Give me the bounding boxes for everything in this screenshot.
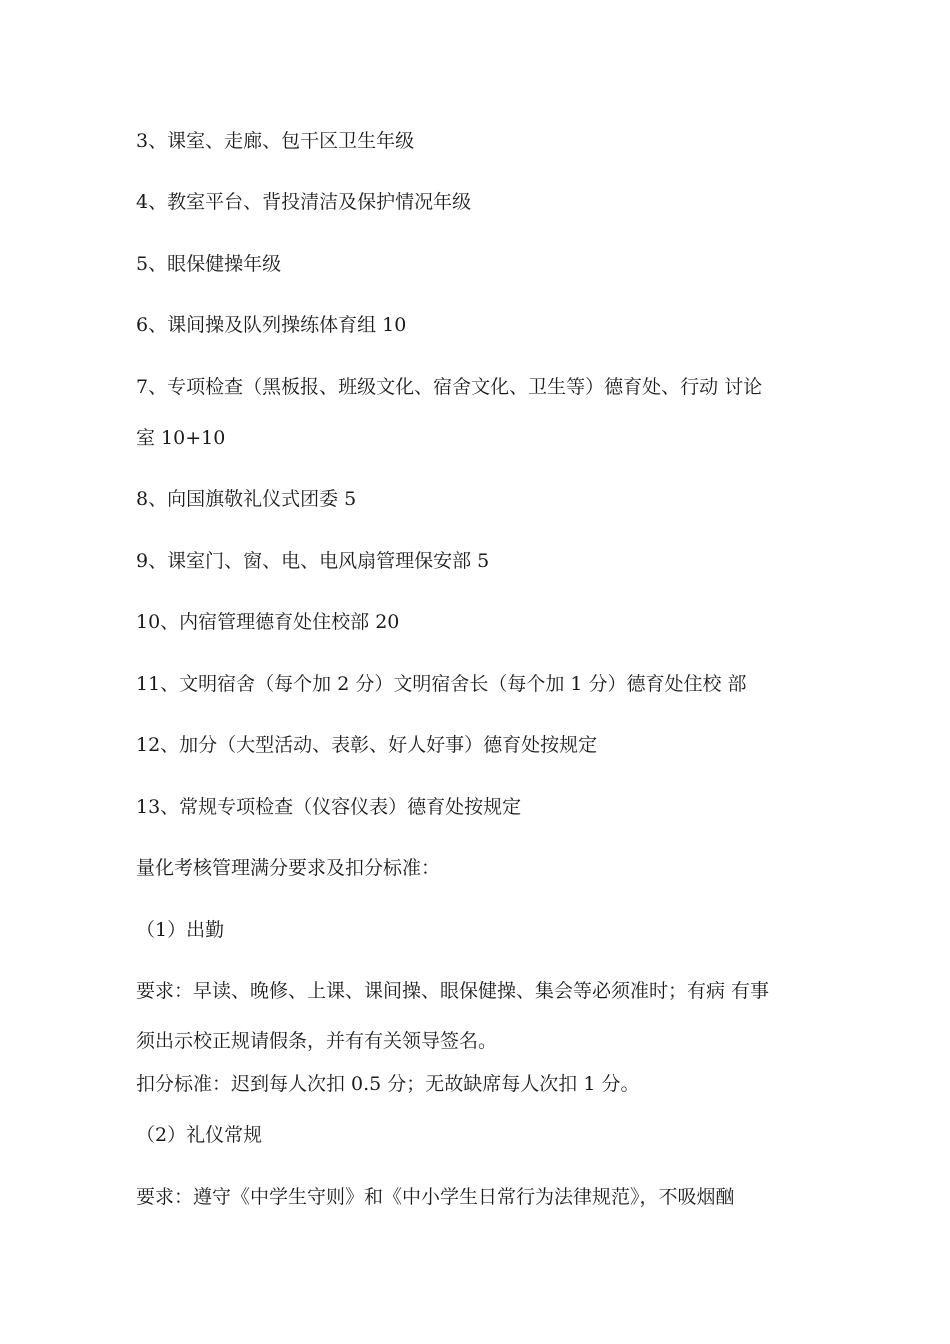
attendance-requirement-continued: 须出示校正规请假条，并有有关领导签名。 (136, 1030, 498, 1052)
attendance-requirement: 要求：早读、晚修、上课、课间操、眼保健操、集会等必须准时；有病 有事 (136, 980, 770, 1002)
subsection-etiquette: （2）礼仪常规 (136, 1124, 263, 1146)
list-item-5: 5、眼保健操年级 (136, 253, 282, 275)
etiquette-requirement: 要求：遵守《中学生守则》和《中小学生日常行为法律规范》，不吸烟酗 (136, 1186, 735, 1208)
list-item-4: 4、教室平台、背投清洁及保护情况年级 (136, 191, 472, 213)
list-item-7-continued: 室 10+10 (136, 427, 226, 449)
list-item-7: 7、专项检查（黑板报、班级文化、宿舍文化、卫生等）德育处、行动 讨论 (136, 376, 763, 398)
section-heading: 量化考核管理满分要求及扣分标准： (136, 857, 441, 879)
subsection-attendance: （1）出勤 (136, 919, 225, 941)
list-item-8: 8、向国旗敬礼仪式团委 5 (136, 488, 357, 510)
list-item-10: 10、内宿管理德育处住校部 20 (136, 611, 400, 633)
list-item-3: 3、课室、走廊、包干区卫生年级 (136, 130, 415, 152)
list-item-9: 9、课室门、窗、电、电风扇管理保安部 5 (136, 550, 490, 572)
list-item-6: 6、课间操及队列操练体育组 10 (136, 314, 407, 336)
list-item-13: 13、常规专项检查（仪容仪表）德育处按规定 (136, 796, 522, 818)
attendance-deduction: 扣分标准：迟到每人次扣 0.5 分；无故缺席每人次扣 1 分。 (136, 1073, 640, 1095)
list-item-12: 12、加分（大型活动、表彰、好人好事）德育处按规定 (136, 734, 598, 756)
list-item-11: 11、文明宿舍（每个加 2 分）文明宿舍长（每个加 1 分）德育处住校 部 (136, 673, 747, 695)
